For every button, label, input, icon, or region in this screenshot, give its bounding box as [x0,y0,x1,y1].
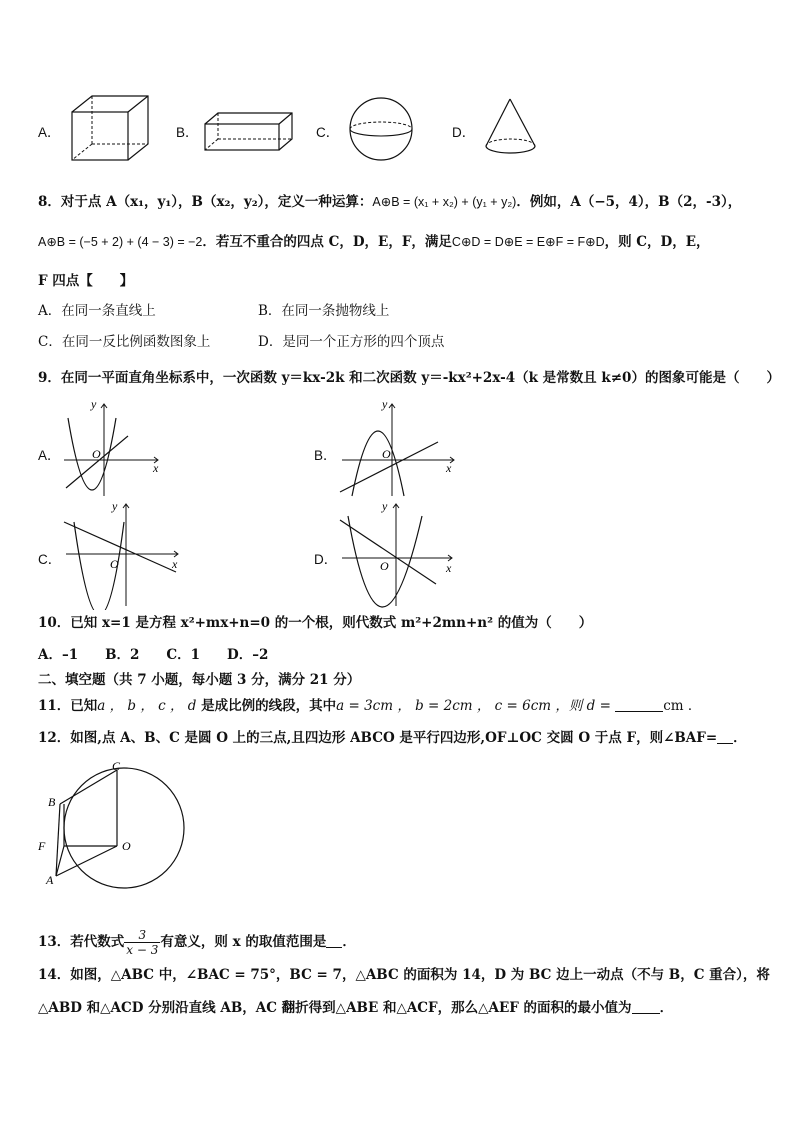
q8-line-3 [38,272,133,290]
q8-formula-condition: C⊕D = D⊕E = E⊕F = F⊕D [451,235,605,249]
q9-graph-c [60,498,184,610]
q8-formula-example: A⊕B = (−5 + 2) + (4 − 3) = −2 [38,235,203,249]
q9-b-x-axis-label: x [446,461,452,475]
cuboid-figure [202,110,296,154]
q8-line-1 [38,193,741,211]
q8-stem-tail: ．例如，A（−5，4），B（2，-3）， [516,194,742,210]
q9-graph-d [334,498,462,610]
q9-b-origin-label: O [382,447,391,461]
q9-a-x-axis-label: x [153,461,159,475]
q13-fraction-denominator: x − 3 [126,943,159,957]
q8-answer-bracket: F 四点【 】 [38,273,134,289]
q9-b-y-axis-label: y [382,397,388,411]
q8-option-d: D．是同一个正方形的四个顶点 [258,334,445,350]
q9-d-y-axis-label: y [382,499,388,513]
q11-variables: a ， b ， c ， d [97,698,197,714]
q7-option-d-label: D． [452,125,476,140]
q14-line-1 [38,966,770,984]
q12-circle-figure [34,756,194,894]
q12-stem [38,729,747,747]
q13-end: ． [342,934,356,950]
q7-option-a-label: A． [38,125,61,140]
q11-answer-blank[interactable] [615,697,663,712]
q13-prefix: 13．若代数式 [38,934,125,950]
q9-c-origin-label: O [110,557,119,571]
q13-stem [38,928,356,957]
q11-middle: 是成比例的线段，其中 [196,698,337,714]
q11-stem [38,697,701,715]
q8-option-b: B．在同一条抛物线上 [258,303,390,319]
q8-formula-definition: A⊕B = (x₁ + x₂) + (y₁ + y₂) [372,195,517,209]
q14-line-2 [38,999,673,1017]
q14-line-1-text: 14．如图，△ABC 中，∠BAC = 75°，BC = 7，△ABC 的面积为 14，D 为 BC 边上一动点（不与 B，C 重合），将 [38,967,770,983]
q9-option-d-label: D． [314,552,338,567]
q9-graph-a [58,396,168,500]
q8-option-a: A．在同一条直线上 [38,303,156,319]
sphere-figure [346,96,418,162]
q9-d-x-axis-label: x [446,561,452,575]
q10-stem [38,614,592,632]
q12-answer-blank[interactable] [717,729,733,744]
q8-condition-text: ．若互不重合的四点 C，D，E，F，满足 [202,234,452,250]
q9-a-origin-label: O [92,447,101,461]
q12-point-a: A [46,873,54,887]
q10-options [38,646,268,664]
q12-point-f: F [38,839,46,853]
q13-condition-text: 有意义，则 x 的取值范围是 [160,934,327,950]
q7-option-b-label: B． [176,125,199,140]
q12-end: ． [733,730,747,746]
q11-prefix: 11．已知 [38,698,98,714]
q13-fraction [124,928,160,957]
q11-unit: cm ． [663,698,702,714]
q12-point-c: C [112,759,121,773]
q9-option-c-label: C． [38,552,62,567]
q10-stem-text: 10．已知 x=1 是方程 x²+mx+n=0 的一个根，则代数式 m²+2mn+n² 的值为（ ） [38,615,593,631]
q14-line-2-text: △ABD 和△ACD 分别沿直线 AB，AC 翻折得到△ABE 和△ACF，那么△AEF 的面积的最小值为 [38,1000,632,1016]
q12-stem-text: 12．如图,点 A、B、C 是圆 O 上的三点,且四边形 ABCO 是平行四边形,OF⊥OC 交圆 O 于点 F，则∠BAF= [38,730,718,746]
cone-figure [482,96,540,160]
q10-options-text: A．–1 B．2 C．1 D．–2 [38,647,269,663]
q9-option-a-label: A． [38,448,61,463]
q9-c-y-axis-label: y [112,499,118,513]
q8-stem-text: 8．对于点 A（x₁，y₁），B（x₂，y₂），定义一种运算： [38,194,373,210]
cube-figure [68,92,152,164]
q8-line-2 [38,233,710,251]
q7-option-c-label: C． [316,125,340,140]
q8-option-c: C．在同一反比例函数图象上 [38,334,211,350]
q9-option-b-label: B． [314,448,337,463]
q9-a-y-axis-label: y [91,397,97,411]
q9-graph-b [334,396,462,500]
q13-fraction-numerator: 3 [124,928,160,943]
q13-answer-blank[interactable] [326,933,342,948]
q9-d-origin-label: O [380,559,389,573]
q8-condition-tail: ，则 C，D，E， [604,234,710,250]
q11-values: a = 3cm ， b = 2cm ， c = 6cm ，则 d = [336,698,616,714]
q12-point-o: O [122,839,131,853]
q14-end: ． [659,1000,674,1016]
q9-stem-text: 9．在同一平面直角坐标系中，一次函数 y＝kx-2k 和二次函数 y＝-kx²+2x-4（k 是常数且 k≠0）的图象可能是（ ） [38,370,780,386]
q12-point-b: B [48,795,56,809]
q9-stem [38,369,780,387]
q14-answer-blank[interactable] [632,999,660,1014]
section-2-heading-text: 二、填空题（共 7 小题，每小题 3 分，满分 21 分） [38,672,361,688]
section-2-heading [38,671,360,689]
q9-c-x-axis-label: x [172,557,178,571]
